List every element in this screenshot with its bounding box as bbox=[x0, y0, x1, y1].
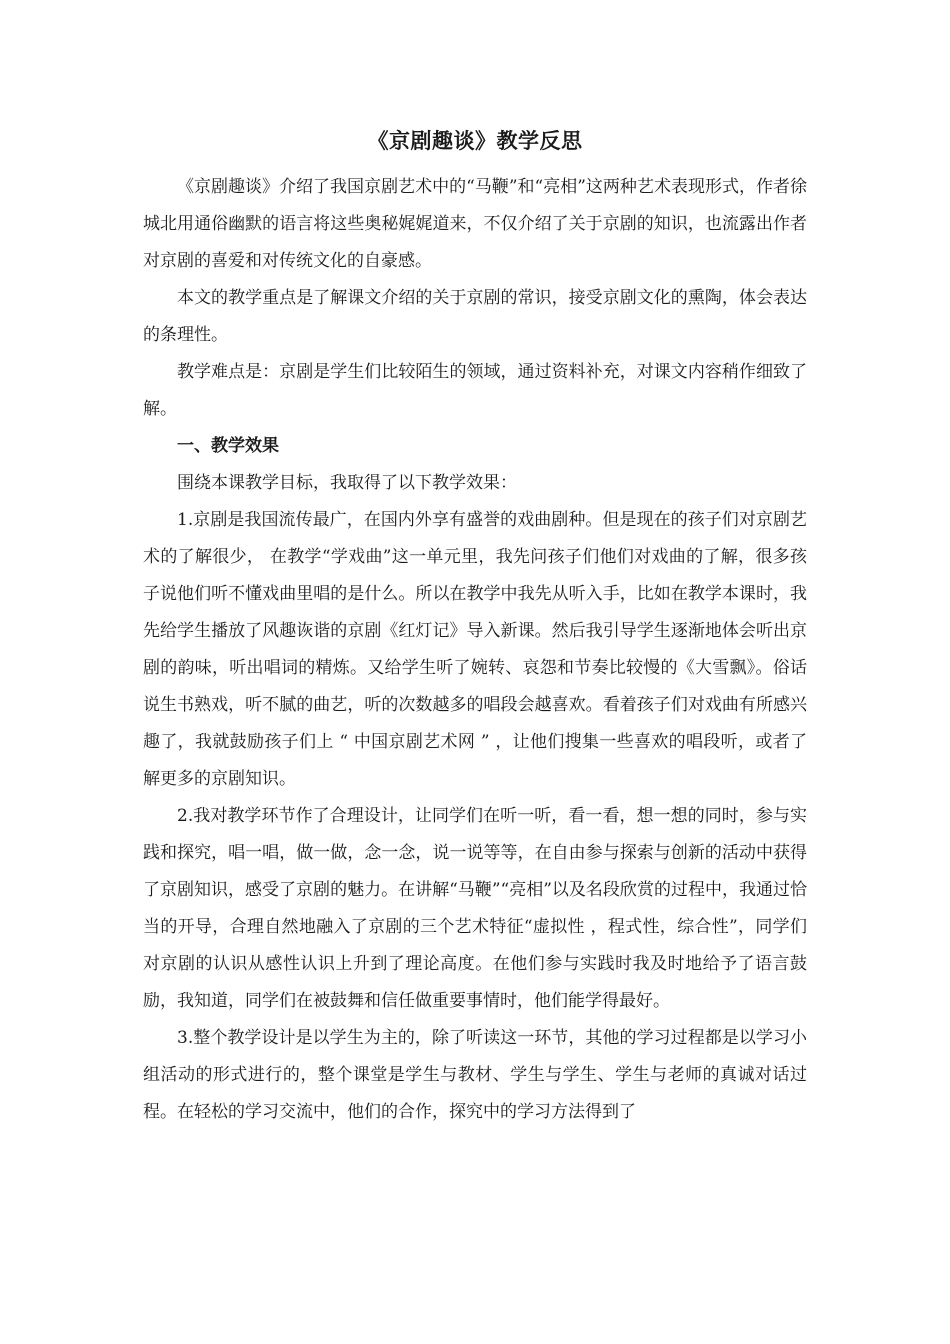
effect-item-2: 2.我对教学环节作了合理设计，让同学们在听一听，看一看，想一想的同时，参与实践和探究，唱一唱，做一做，念一念，说一说等等，在自由参与探索与创新的活动中获得了京剧知识，感受了京剧的魅力。在讲解“马鞭”“亮相”以及名段欣赏的过程中，我通过恰当的开导，合理自然地融入了京剧的三个艺术特征“虚拟性 ，程式性，综合性”，同学们对京剧的认识从感性认识上升到了理论高度。在他们参与实践时我及时地给予了语言鼓励，我知道，同学们在被鼓舞和信任做重要事情时，他们能学得最好。 bbox=[143, 806, 807, 1011]
difficulty-paragraph: 教学难点是：京剧是学生们比较陌生的领域，通过资料补充，对课文内容稍作细致了解。 bbox=[143, 362, 807, 419]
section-heading-teaching-effect: 一、教学效果 bbox=[177, 436, 279, 456]
effect-item-1: 1.京剧是我国流传最广，在国内外享有盛誉的戏曲剧种。但是现在的孩子们对京剧艺术的了解很少， 在教学“学戏曲”这一单元里，我先问孩子们他们对戏曲的了解，很多孩子说他们听不懂戏曲里唱的是什么。所以在教学中我先从听入手，比如在教学本课时，我先给学生播放了风趣诙谐的京剧《红灯记》导入新课。然后我引导学生逐渐地体会听出京剧的韵味，听出唱词的精炼。又给学生听了婉转、哀怨和节奏比较慢的《大雪飘》。俗话说生书熟戏，听不腻的曲艺，听的次数越多的唱段会越喜欢。看着孩子们对戏曲有所感兴趣了，我就鼓励孩子们上 “ 中国京剧艺术网 ” ，让他们搜集一些喜欢的唱段听，或者了解更多的京剧知识。 bbox=[143, 510, 807, 789]
effect-item-3: 3.整个教学设计是以学生为主的，除了听读这一环节，其他的学习过程都是以学习小组活动的形式进行的，整个课堂是学生与教材、学生与学生、学生与老师的真诚对话过程。在轻松的学习交流中，他们的合作，探究中的学习方法得到了 bbox=[143, 1028, 807, 1122]
document-title: 《京剧趣谈》教学反思 bbox=[367, 129, 583, 153]
key-points-paragraph: 本文的教学重点是了解课文介绍的关于京剧的常识，接受京剧文化的熏陶，体会表达的条理性。 bbox=[143, 288, 807, 345]
effect-intro-paragraph: 围绕本课教学目标，我取得了以下教学效果： bbox=[177, 473, 517, 493]
intro-paragraph: 《京剧趣谈》介绍了我国京剧艺术中的“马鞭”和“亮相”这两种艺术表现形式，作者徐城北用通俗幽默的语言将这些奥秘娓娓道来，不仅介绍了关于京剧的知识，也流露出作者对京剧的喜爱和对传统文化的自豪感。 bbox=[143, 177, 807, 271]
document-body bbox=[143, 169, 807, 1131]
